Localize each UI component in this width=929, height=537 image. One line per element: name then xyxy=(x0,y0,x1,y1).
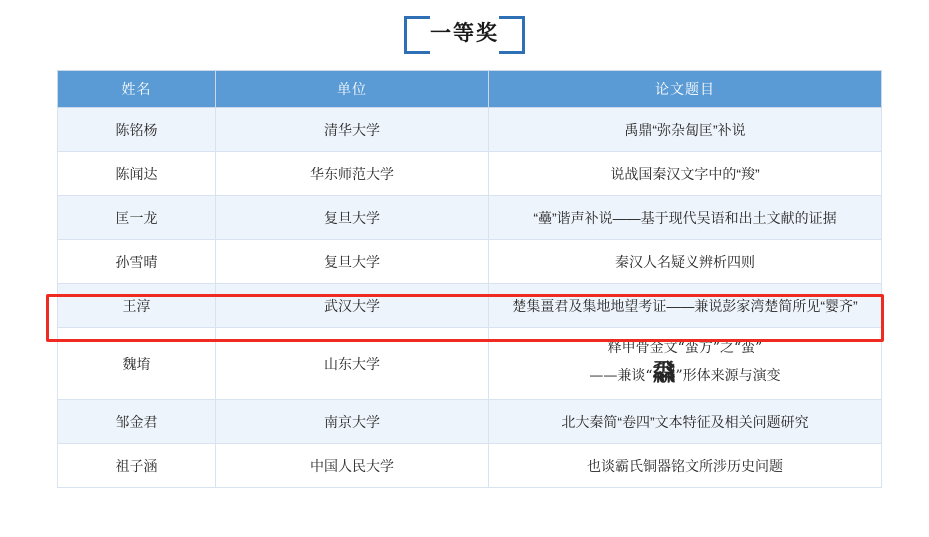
cell-org: 山东大学 xyxy=(216,328,489,400)
paper-line-2-suffix: ”形体来源与演变 xyxy=(675,368,781,385)
table-header-row xyxy=(58,71,882,108)
cell-name: 邹金君 xyxy=(58,400,216,444)
cell-org: 复旦大学 xyxy=(216,240,489,284)
award-title-text: 一等奖 xyxy=(430,22,499,46)
cell-name: 魏堉 xyxy=(58,328,216,400)
cell-paper: 秦汉人名疑义辨析四则 xyxy=(489,240,882,284)
award-title-badge xyxy=(404,16,525,53)
column-header-org: 单位 xyxy=(216,71,489,108)
cell-org: 复旦大学 xyxy=(216,196,489,240)
table-row xyxy=(58,196,882,240)
cell-paper: 也谈霸氏铜器铭文所涉历史问题 xyxy=(489,444,882,488)
award-table-wrap xyxy=(57,70,872,488)
cell-paper: 禹鼎“弥杂匐匡”补说 xyxy=(489,108,882,152)
cell-name: 孙雪晴 xyxy=(58,240,216,284)
paper-line-1: 释甲骨金文“蛮方”之“蛮” xyxy=(607,339,763,356)
cell-paper: “蘲”谐声补说——基于现代吴语和出土文献的证据 xyxy=(489,196,882,240)
cell-paper: 北大秦简“卷四”文本特征及相关问题研究 xyxy=(489,400,882,444)
cell-org: 中国人民大学 xyxy=(216,444,489,488)
cell-org: 清华大学 xyxy=(216,108,489,152)
column-header-name: 姓名 xyxy=(58,71,216,108)
cell-paper xyxy=(489,328,882,400)
table-header xyxy=(58,71,882,108)
paper-line-2-glyph: 飝 xyxy=(652,359,676,387)
table-row xyxy=(58,444,882,488)
column-header-paper: 论文题目 xyxy=(489,71,882,108)
paper-line-2-prefix: ——兼谈“ xyxy=(589,368,653,385)
cell-name: 陈闻达 xyxy=(58,152,216,196)
cell-paper: 说战国秦汉文字中的“羧” xyxy=(489,152,882,196)
table-row xyxy=(58,400,882,444)
cell-name: 陈铭杨 xyxy=(58,108,216,152)
table-row-highlighted xyxy=(58,284,882,328)
paper-line-2 xyxy=(495,357,875,388)
table-row xyxy=(58,240,882,284)
award-table xyxy=(57,70,882,488)
cell-name: 王淳 xyxy=(58,284,216,328)
cell-name: 匡一龙 xyxy=(58,196,216,240)
cell-paper: 楚集畺君及集地地望考证——兼说彭家湾楚简所见“婴齐” xyxy=(489,284,882,328)
table-row xyxy=(58,328,882,400)
cell-name: 祖子涵 xyxy=(58,444,216,488)
table-body xyxy=(58,108,882,488)
cell-org: 南京大学 xyxy=(216,400,489,444)
cell-org: 华东师范大学 xyxy=(216,152,489,196)
cell-org: 武汉大学 xyxy=(216,284,489,328)
award-title-banner xyxy=(0,0,929,70)
table-row xyxy=(58,108,882,152)
table-row xyxy=(58,152,882,196)
